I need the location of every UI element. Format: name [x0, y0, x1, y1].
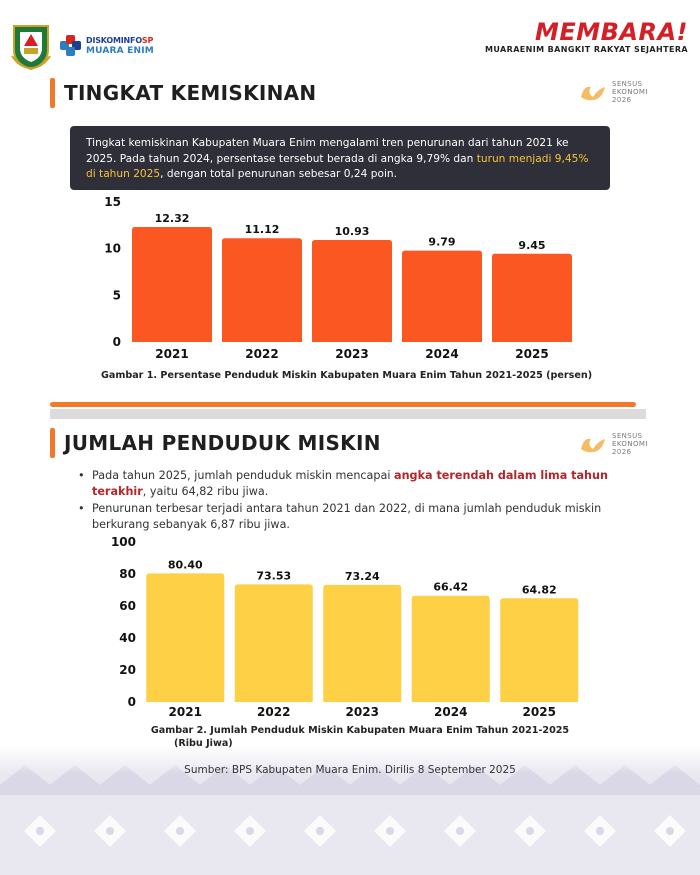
x-tick-label: 2025 — [515, 347, 549, 361]
y-tick-label: 20 — [119, 663, 136, 677]
sensus-line3: 2026 — [612, 448, 632, 456]
section1-title: TINGKAT KEMISKINAN — [64, 81, 317, 105]
x-tick-label: 2023 — [345, 705, 379, 719]
y-tick-label: 15 — [104, 195, 121, 209]
data-label: 9.45 — [518, 238, 546, 252]
sensus-ekonomi-mark-icon — [578, 81, 608, 103]
section-divider-shadow — [50, 409, 646, 419]
y-tick-label: 100 — [110, 535, 136, 549]
bar — [222, 238, 302, 342]
chart2-caption-line2: (Ribu Jiwa) — [174, 738, 233, 749]
sensus-line2: EKONOMI — [612, 440, 648, 448]
y-tick-label: 10 — [104, 241, 121, 256]
membara-wordmark: MEMBARA! — [534, 18, 688, 46]
y-tick-label: 0 — [127, 695, 136, 709]
x-tick-label: 2025 — [522, 705, 556, 719]
chart2-caption-line1: Gambar 2. Jumlah Penduduk Miskin Kabupaten Muara Enim Tahun 2021-2025 — [150, 725, 570, 736]
x-tick-label: 2023 — [335, 347, 369, 361]
sensus-line1: SENSUS — [612, 432, 643, 440]
y-tick-label: 80 — [119, 567, 136, 581]
data-label: 9.79 — [428, 235, 456, 249]
bar — [132, 227, 212, 342]
y-tick-label: 60 — [119, 599, 136, 613]
data-label: 12.32 — [154, 212, 190, 226]
diskominfo-title: DISKOMINFOSP — [86, 35, 154, 45]
chart1-caption: Gambar 1. Persentase Penduduk Miskin Kabupaten Muara Enim Tahun 2021-2025 (persen) — [101, 370, 593, 381]
x-tick-label: 2024 — [434, 705, 468, 719]
sensus-ekonomi-mark-icon — [578, 433, 608, 455]
x-tick-label: 2022 — [245, 347, 279, 361]
sensus-line3: 2026 — [612, 96, 632, 104]
x-tick-label: 2022 — [257, 705, 291, 719]
section1-accent-bar — [50, 78, 55, 108]
sensus-line1: SENSUS — [612, 80, 643, 88]
data-label: 64.82 — [521, 583, 557, 597]
diskominfo-logo — [60, 35, 154, 57]
section2-title: JUMLAH PENDUDUK MISKIN — [64, 431, 381, 455]
x-tick-label: 2021 — [168, 705, 202, 719]
y-tick-label: 0 — [112, 335, 121, 349]
membara-tagline: MUARAENIM BANGKIT RAKYAT SEJAHTERA — [485, 45, 688, 54]
bar — [312, 240, 392, 342]
regency-emblem-icon — [10, 22, 52, 70]
source-note: Sumber: BPS Kabupaten Muara Enim. Dirilis 8 September 2025 — [184, 764, 516, 776]
poverty-rate-summary-box — [70, 126, 610, 190]
data-label: 80.40 — [167, 558, 203, 572]
data-label: 66.42 — [433, 580, 469, 594]
bar — [146, 573, 224, 702]
summary-highlight: turun menjadi 9,45% di tahun 2025 — [86, 152, 589, 180]
poor-population-bullets — [78, 468, 618, 534]
header-logos — [10, 22, 154, 70]
section2-accent-bar — [50, 428, 55, 458]
data-label: 11.12 — [244, 223, 280, 237]
summary-text-2: , dengan total penurunan sebesar 0,24 poin. — [160, 168, 397, 180]
y-tick-label: 40 — [119, 631, 136, 645]
sensus-line2: EKONOMI — [612, 88, 648, 96]
bullet-highlight: angka terendah dalam lima tahun terakhir — [92, 469, 608, 498]
bar — [402, 251, 482, 342]
x-tick-label: 2021 — [155, 347, 189, 361]
bar — [235, 584, 313, 702]
data-label: 73.53 — [256, 569, 292, 583]
bar — [492, 254, 572, 342]
sensus-ekonomi-logo-2 — [578, 432, 648, 456]
bullet-item-1: • Pada tahun 2025, jumlah penduduk miskin mencapai angka terendah dalam lima tahun terakhir, yaitu 64,82 ribu jiwa. — [78, 468, 618, 499]
data-label: 10.93 — [334, 224, 370, 238]
chart2-caption — [150, 724, 570, 750]
data-label: 73.24 — [344, 569, 380, 583]
section-divider — [50, 402, 636, 407]
bar — [500, 598, 578, 702]
diskominfo-mark-icon — [60, 35, 82, 57]
bar — [412, 596, 490, 702]
diskominfo-subtitle: MUARA ENIM — [86, 45, 154, 56]
y-tick-label: 5 — [112, 288, 121, 303]
membara-brand — [485, 18, 688, 54]
bar — [323, 585, 401, 702]
sensus-ekonomi-logo-1 — [578, 80, 648, 104]
summary-text-1: Tingkat kemiskinan Kabupaten Muara Enim mengalami tren penurunan dari tahun 2021 ke 2025. Pada tahun 2024, persentase tersebut berada di angka 9,79% dan — [86, 137, 569, 165]
bullet-item-2: • Penurunan terbesar terjadi antara tahun 2021 dan 2022, di mana jumlah penduduk miskin berkurang sebanyak 6,87 ribu jiwa. — [78, 501, 618, 532]
x-tick-label: 2024 — [425, 347, 459, 361]
